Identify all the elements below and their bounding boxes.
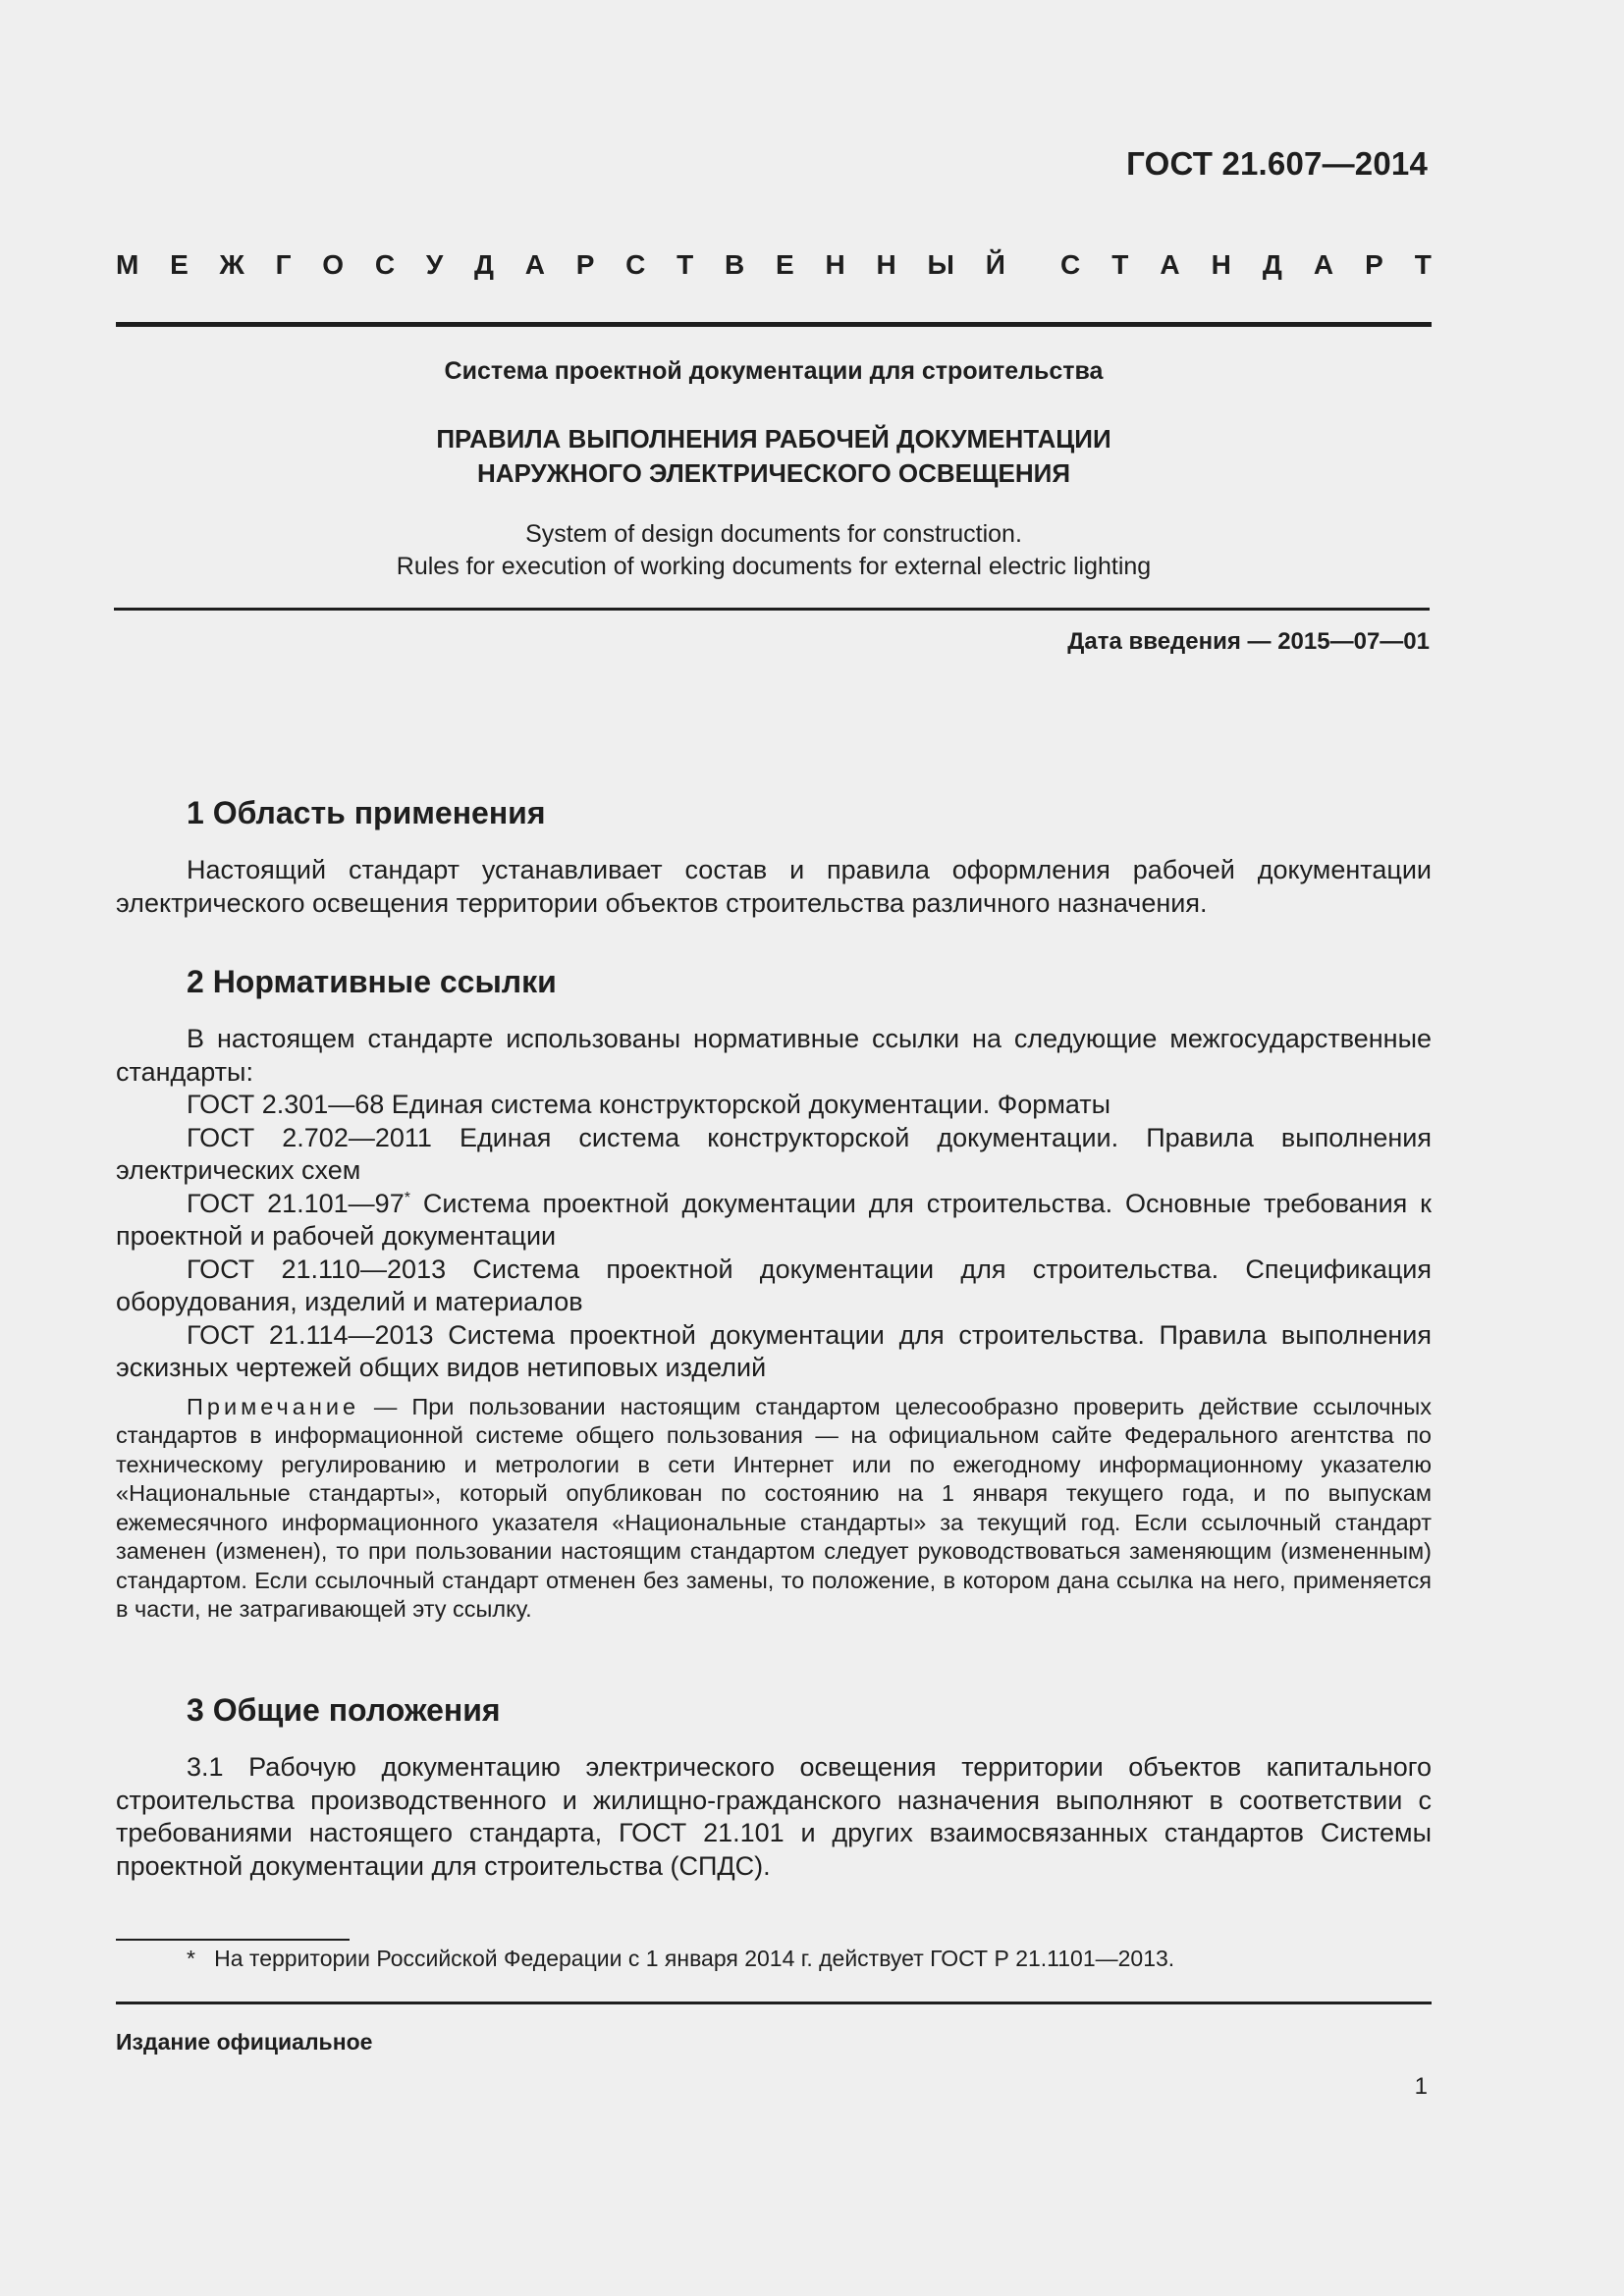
letter: М [116,249,139,280]
letter: У [425,249,444,280]
official-edition-label: Издание официальное [116,2029,373,2055]
section-heading: 2 Нормативные ссылки [187,964,557,999]
letter: А [1160,249,1180,280]
english-title [116,518,1432,583]
page-number: 1 [1414,2073,1428,2100]
reference-item: ГОСТ 21.110—2013 Система проектной документации для строительства. Спецификация оборудования, изделий и материалов [116,1254,1432,1316]
english-title-line-1: System of design documents for construction. [525,520,1022,548]
letter: Т [1414,249,1432,280]
main-title [116,422,1432,491]
reference-item: ГОСТ 2.301—68 Единая система конструкторской документации. Форматы [187,1090,1111,1119]
section-heading: 3 Общие положения [187,1692,501,1728]
letter: Ж [219,249,244,280]
main-title-line-2: НАРУЖНОГО ЭЛЕКТРИЧЕСКОГО ОСВЕЩЕНИЯ [476,458,1071,488]
section-heading: 1 Область применения [187,795,546,830]
section-paragraph: 3.1 Рабочую документацию электрического освещения территории объектов капитального строительства производственного и жилищно-гражданского назначения выполняют в соответствии с требованиями настоящего стандарта, ГОСТ 21.101 и других взаимосвязанных стандартов Системы проектной документации для строительства (СПДС). [116,1752,1432,1881]
letter: С [374,249,396,280]
english-title-line-2: Rules for execution of working documents for external electric lighting [396,553,1152,580]
letter: Р [575,249,595,280]
note-text: — При пользовании настоящим стандартом целесообразно проверить действие ссылочных стандартов в информационной системе общего пользования — на официальном сайте Федерального агентства по техническому регулированию и метрологии в сети Интернет или по ежегодному информационному указателю «Национальные стандарты», который опубликован по состоянию на 1 января текущего года, и по выпускам ежемесячного информационного указателя «Национальные стандарты» за текущий год. Если ссылочный стандарт заменен (изменен), то при пользовании настоящим стандартом следует руководствоваться заменяющим (измененным) стандартом. Если ссылочный стандарт отменен без замены, то положение, в котором дана ссылка на него, применяется в части, не затрагивающей эту ссылку. [116,1393,1432,1622]
letter: Е [170,249,189,280]
note-label: Примечание [187,1393,360,1419]
reference-text: Система проектной документации для строительства. Основные требования к проектной и рабочей документации [116,1188,1432,1251]
letter: О [322,249,345,280]
footnote-text: На территории Российской Федерации с 1 января 2014 г. действует ГОСТ Р 21.1101—2013. [214,1946,1175,1971]
reference-item: ГОСТ 21.114—2013 Система проектной документации для строительства. Правила выполнения эскизных чертежей общих видов нетиповых изделий [116,1319,1432,1382]
letter: С [625,249,646,280]
letter: Г [275,249,292,280]
title-divider [114,608,1430,611]
letter: А [524,249,545,280]
interstate-word-2 [1060,249,1432,281]
section-normative-references [116,962,1432,1625]
reference-item [116,1188,1432,1254]
letter: Й [985,249,1005,280]
standard-code: ГОСТ 21.607—2014 [1126,145,1428,182]
letter: В [725,249,745,280]
interstate-standard-heading [116,249,1432,281]
footnote-marker: * [404,1189,410,1206]
letter: Т [677,249,694,280]
note-block [116,1393,1432,1625]
footer-divider [116,2002,1432,2004]
introduction-date: Дата введения — 2015—07—01 [1067,628,1430,655]
letter: Р [1365,249,1383,280]
footnote [187,1944,1174,1973]
footnote-marker: * [187,1946,195,1971]
section-paragraph: Настоящий стандарт устанавливает состав и правила оформления рабочей документации электрического освещения территории объектов строительства различного назначения. [116,855,1432,918]
letter: Н [876,249,896,280]
reference-code: ГОСТ 21.101—97 [187,1188,405,1218]
section-paragraph: В настоящем стандарте использованы нормативные ссылки на следующие межгосударственные стандарты: [116,1024,1432,1087]
reference-item: ГОСТ 2.702—2011 Единая система конструкторской документации. Правила выполнения электрических схем [116,1122,1432,1185]
letter: Д [1262,249,1282,280]
letter: Д [474,249,494,280]
footnote-divider [116,1939,350,1941]
letter: Н [825,249,845,280]
header-divider-thick [116,322,1432,327]
letter: Ы [927,249,954,280]
letter: Е [776,249,794,280]
letter: А [1313,249,1334,280]
note-paragraph [116,1393,1432,1625]
letter: Н [1211,249,1231,280]
section-scope [116,793,1432,920]
section-general-provisions [116,1690,1432,1883]
system-title: Система проектной документации для строительства [444,357,1104,385]
letter: Т [1111,249,1129,280]
interstate-word-1 [116,249,1005,281]
main-title-line-1: ПРАВИЛА ВЫПОЛНЕНИЯ РАБОЧЕЙ ДОКУМЕНТАЦИИ [436,424,1111,454]
letter: С [1060,249,1081,280]
